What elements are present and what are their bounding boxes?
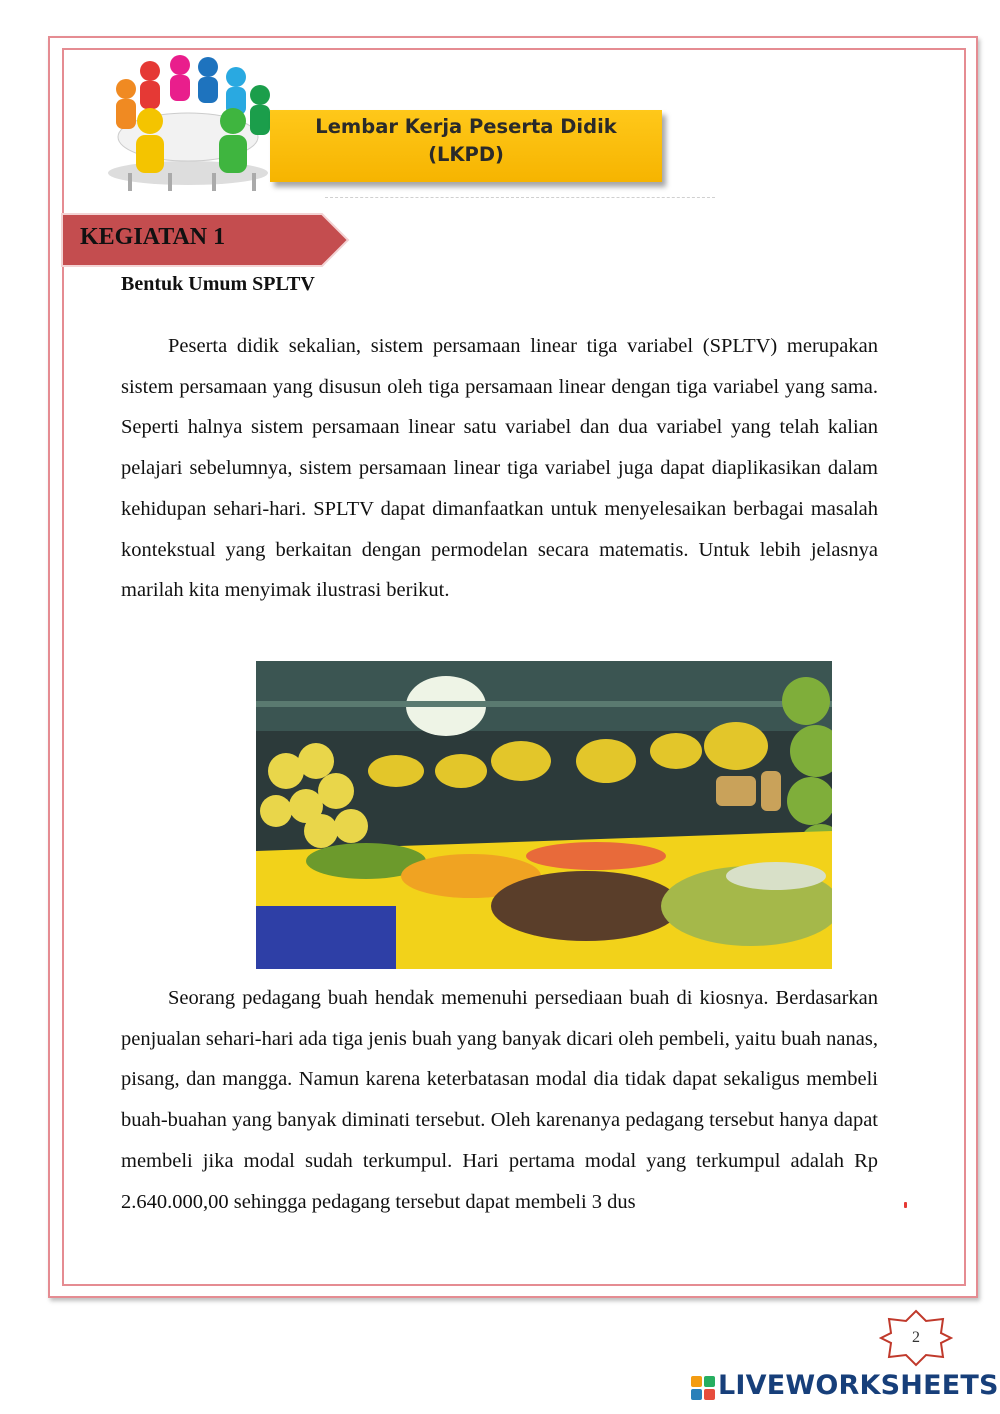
people-round-table-illustration bbox=[88, 55, 288, 200]
page-number: 2 bbox=[912, 1329, 920, 1346]
story-paragraph-text: Seorang pedagang buah hendak memenuhi persediaan buah di kiosnya. Berdasarkan penjualan sehari-hari ada tiga jenis buah yang banyak dicari oleh pembeli, yaitu buah nanas, pisang, dan mangga. Namun karena keterbatasan modal dia tidak dapat sekaligus membeli buah-buahan yang banyak diminati tersebut. Oleh karenanya pedagang tersebut hanya dapat membeli jika modal sudah terkumpul. Hari pertama modal yang terkumpul adalah Rp 2.640.000,00 sehingga pedagang tersebut dapat membeli 3 dus bbox=[121, 987, 878, 1213]
banner-subtitle: (LKPD) bbox=[428, 143, 504, 167]
liveworksheets-grid-icon bbox=[690, 1375, 716, 1401]
kegiatan-ribbon bbox=[60, 212, 350, 268]
page-number-badge bbox=[879, 1309, 953, 1367]
intro-paragraph bbox=[121, 326, 878, 611]
section-subtitle: Bentuk Umum SPLTV bbox=[121, 273, 315, 295]
kegiatan-title: KEGIATAN 1 bbox=[80, 224, 226, 250]
story-paragraph bbox=[121, 978, 878, 1222]
lkpd-banner bbox=[270, 110, 662, 182]
intro-paragraph-text: Peserta didik sekalian, sistem persamaan linear tiga variabel (SPLTV) merupakan sistem persamaan yang disusun oleh tiga persamaan linear dengan tiga variabel yang sama. Seperti halnya sistem persamaan linear satu variabel dan dua variabel yang telah kalian pelajari sebelumnya, sistem persamaan linear tiga variabel juga dapat diaplikasikan dalam kehidupan sehari-hari. SPLTV dapat dimanfaatkan untuk menyelesaikan berbagai masalah kontekstual yang berkaitan dengan permodelan secara matematis. Untuk lebih jelasnya marilah kita menyimak ilustrasi berikut. bbox=[121, 335, 878, 602]
fruit-market-photo bbox=[256, 661, 832, 969]
banner-title: Lembar Kerja Peserta Didik bbox=[315, 115, 617, 138]
liveworksheets-brand: LIVEWORKSHEETS bbox=[718, 1370, 999, 1401]
header-divider bbox=[325, 197, 715, 198]
red-mark bbox=[904, 1202, 907, 1208]
lkpd-header bbox=[88, 55, 718, 205]
